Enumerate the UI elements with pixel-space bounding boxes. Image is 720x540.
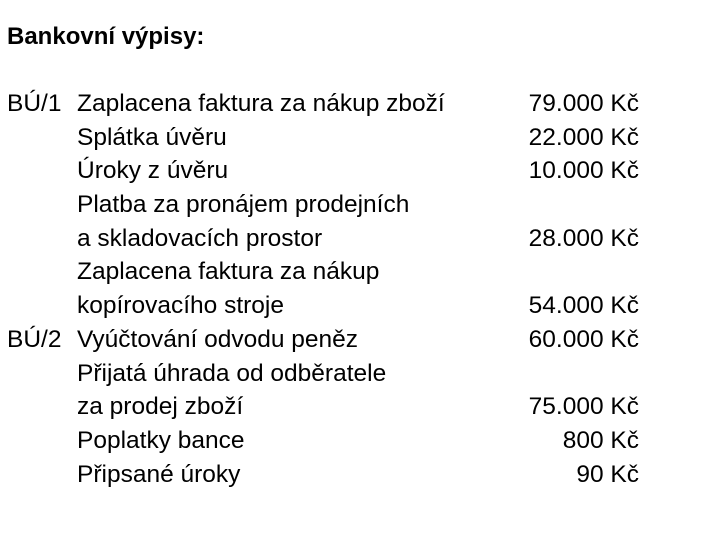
statement-amount: 90 Kč: [576, 460, 639, 488]
statement-description: Poplatky bance: [77, 426, 245, 454]
statement-amount: 800 Kč: [562, 426, 639, 454]
statement-amount: 60.000 Kč: [528, 325, 639, 353]
statement-row: [7, 222, 647, 256]
statement-description: Přijatá úhrada od odběratele: [77, 359, 387, 387]
statement-amount: 75.000 Kč: [528, 393, 639, 421]
statement-row: [7, 289, 647, 323]
statement-row: [7, 390, 647, 424]
statement-description: za prodej zboží: [77, 393, 244, 421]
statement-description: Úroky z úvěru: [77, 157, 229, 185]
statement-row: [7, 121, 647, 155]
statement-row: [7, 188, 647, 222]
statement-row: [7, 357, 647, 391]
bank-statements-list: [7, 87, 647, 491]
statement-amount: 54.000 Kč: [528, 292, 639, 320]
statement-row: [7, 458, 647, 492]
statement-description: Splátka úvěru: [77, 123, 227, 151]
statement-amount: 10.000 Kč: [528, 157, 639, 185]
statement-amount: 79.000 Kč: [528, 90, 639, 117]
statement-description: Vyúčtování odvodu peněz: [77, 325, 359, 353]
statement-description: Připsané úroky: [77, 460, 241, 488]
statement-row: [7, 424, 647, 458]
statement-description: a skladovacích prostor: [77, 224, 323, 252]
statement-row: [7, 255, 647, 289]
statement-row: [7, 323, 647, 357]
statement-code: BÚ/1: [7, 90, 62, 117]
statement-amount: 28.000 Kč: [528, 224, 639, 252]
slide-heading: Bankovní výpisy:: [7, 23, 205, 50]
statement-description: Zaplacena faktura za nákup zboží: [77, 90, 445, 117]
statement-amount: 22.000 Kč: [528, 123, 639, 151]
statement-description: kopírovacího stroje: [77, 292, 284, 320]
statement-row: [7, 154, 647, 188]
statement-description: Zaplacena faktura za nákup: [77, 258, 380, 286]
statement-code: BÚ/2: [7, 325, 62, 353]
statement-row: [7, 87, 647, 121]
statement-description: Platba za pronájem prodejních: [77, 191, 410, 219]
